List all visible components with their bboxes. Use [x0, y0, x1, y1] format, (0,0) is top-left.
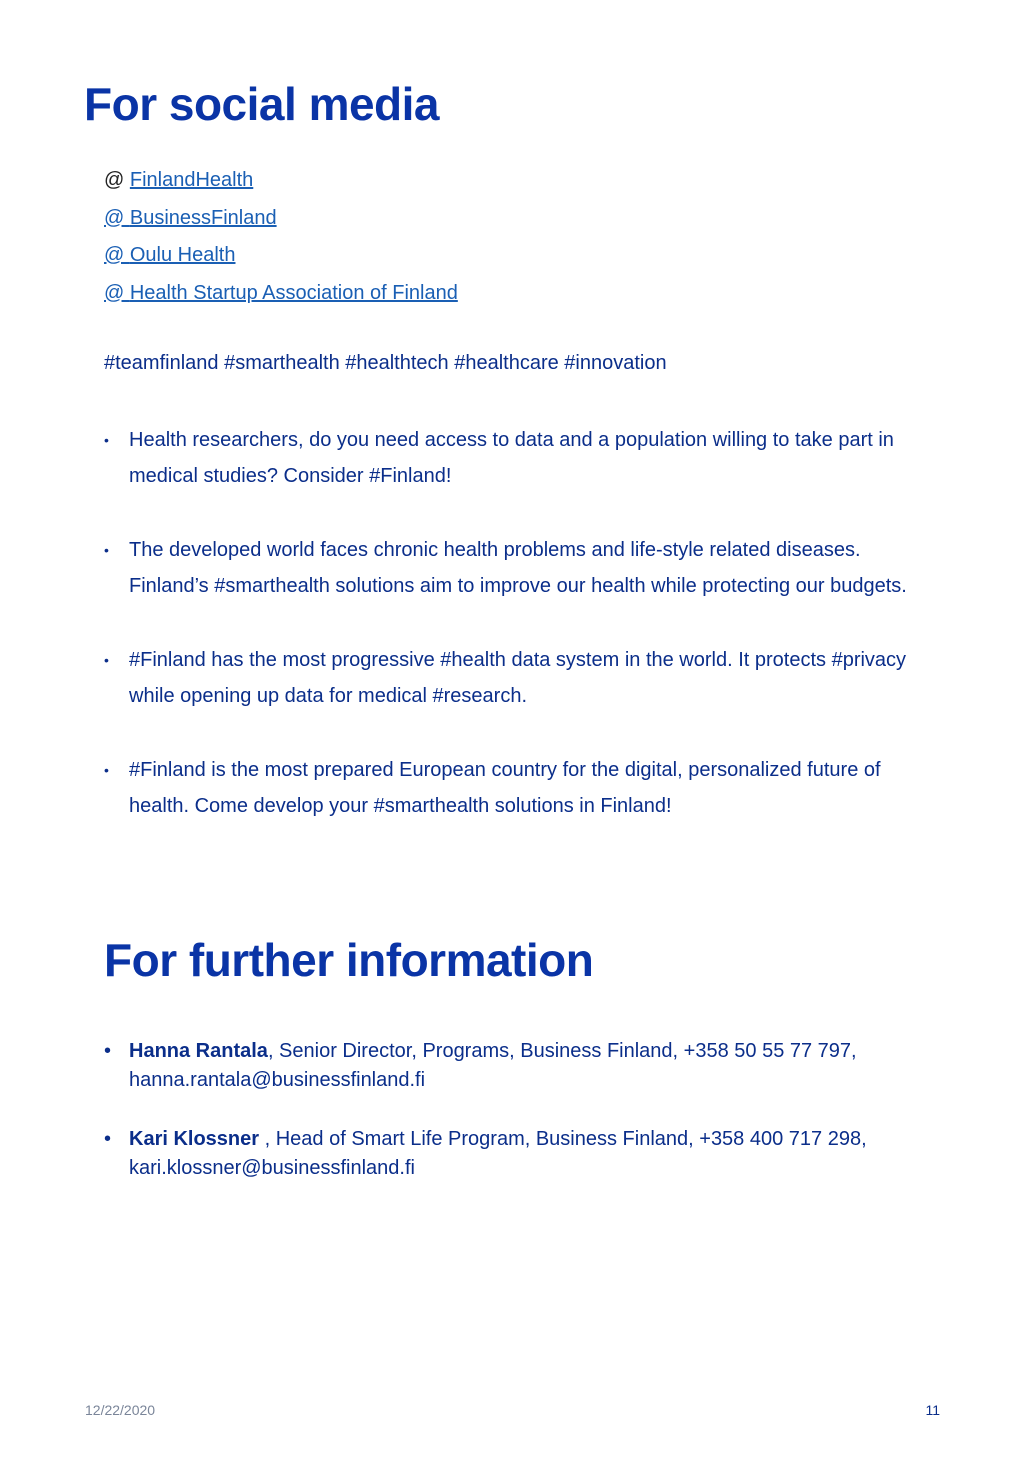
at-sign[interactable]: @ — [104, 281, 130, 304]
contacts-list — [104, 1037, 964, 1213]
at-sign[interactable]: @ — [104, 244, 130, 266]
at-sign: @ — [104, 169, 130, 191]
social-post-text: #Finland is the most prepared European country for the digital, personalized future of health. Come develop your #smarthealth solutions in Finland! — [129, 759, 881, 817]
social-post-item — [104, 422, 924, 494]
handle-item-oulu-health — [104, 237, 458, 275]
social-post-text: Health researchers, do you need access to data and a population willing to take part in medical studies? Consider #Finland! — [129, 429, 894, 487]
contact-details: , Senior Director, Programs, Business Finland, +358 50 55 77 797, hanna.rantala@businessfinland.fi — [129, 1040, 857, 1091]
page-number: 11 — [925, 1402, 940, 1418]
footer-date: 12/22/2020 — [85, 1402, 156, 1418]
page-title: For social media — [84, 78, 440, 130]
social-post-item — [104, 532, 924, 604]
social-posts-list — [104, 422, 924, 862]
handle-link-health-startup-association[interactable]: Health Startup Association of Finland — [129, 281, 458, 304]
bullet-icon: • — [104, 1128, 112, 1150]
at-sign[interactable]: @ — [104, 206, 130, 229]
handle-item-finlandhealth — [104, 162, 458, 200]
social-handles-list — [104, 162, 458, 312]
bullet-icon: • — [104, 652, 109, 668]
handle-link-businessfinland[interactable]: BusinessFinland — [129, 206, 277, 229]
contact-name: Kari Klossner — [129, 1128, 260, 1150]
contact-name: Hanna Rantala — [129, 1040, 268, 1062]
handle-link-finlandhealth[interactable]: FinlandHealth — [129, 169, 254, 191]
social-post-item — [104, 752, 924, 824]
social-post-item — [104, 642, 924, 714]
contact-item — [104, 1125, 964, 1183]
contact-item — [104, 1037, 964, 1095]
social-post-text: The developed world faces chronic health problems and life-style related diseases. Finland’s #smarthealth solutions aim to improve our health while protecting our budgets. — [129, 539, 907, 597]
bullet-icon: • — [104, 762, 109, 778]
bullet-icon: • — [104, 432, 109, 448]
social-post-text: #Finland has the most progressive #health data system in the world. It protects #privacy while opening up data for medical #research. — [129, 649, 907, 707]
handle-item-health-startup-association — [104, 275, 458, 313]
bullet-icon: • — [104, 1040, 112, 1062]
section-title-further-information: For further information — [104, 934, 594, 986]
bullet-icon: • — [104, 542, 109, 558]
contact-details: , Head of Smart Life Program, Business Finland, +358 400 717 298, kari.klossner@businessfinland.fi — [129, 1128, 867, 1179]
hashtags-line: #teamfinland #smarthealth #healthtech #healthcare #innovation — [104, 352, 667, 374]
handle-link-oulu-health[interactable]: Oulu Health — [129, 244, 236, 266]
handle-item-businessfinland — [104, 200, 458, 238]
